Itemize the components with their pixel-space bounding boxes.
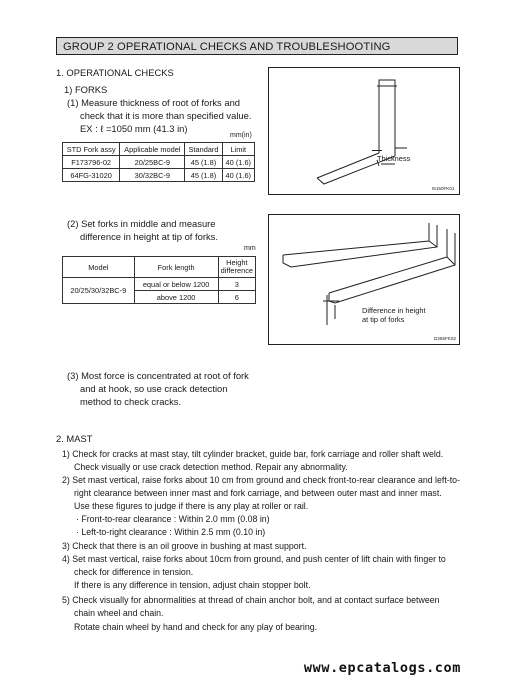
table-header-row — [63, 257, 256, 278]
table-header-cell: Applicable model — [120, 143, 185, 156]
table-cell: 64FG-31020 — [63, 169, 120, 182]
table-cell: 40 (1.6) — [222, 156, 254, 169]
height-difference-label-line2: at tip of forks — [362, 315, 405, 324]
fork-spec-table — [62, 142, 255, 182]
table-cell: equal or below 1200 — [134, 278, 218, 291]
table1-unit: mm(in) — [230, 132, 252, 139]
table-cell: 45 (1.8) — [185, 169, 222, 182]
mast-line: right clearance between inner mast and fork carriage, and between outer mast and inner mast. — [74, 488, 442, 498]
table-cell: above 1200 — [134, 291, 218, 304]
item3-line2: and at hook, so use crack detection — [80, 383, 228, 394]
table-cell: 6 — [218, 291, 255, 304]
mast-line: 5) Check visually for abnormalities at thread of chain anchor bolt, and at contact surface between — [62, 595, 440, 605]
item2-line1: (2) Set forks in middle and measure — [67, 218, 216, 229]
mast-line: · Left-to-right clearance : Within 2.5 mm (0.10 in) — [76, 527, 266, 537]
watermark: www.epcatalogs.com — [303, 660, 461, 676]
table-header-cell: Height difference — [218, 257, 255, 278]
table-header-cell: Standard — [185, 143, 222, 156]
item1-line3: EX : ℓ =1050 mm (41.3 in) — [80, 123, 188, 134]
table-cell: 30/32BC-9 — [120, 169, 185, 182]
thickness-leader — [372, 150, 382, 151]
table-cell: 45 (1.8) — [185, 156, 222, 169]
fork-drawing — [269, 68, 459, 194]
table-cell: 3 — [218, 278, 255, 291]
mast-line: Check visually or use crack detection method. Repair any abnormality. — [74, 462, 348, 472]
item1-line2: check that it is more than specified value. — [80, 110, 252, 121]
thickness-label: Thickness — [377, 154, 411, 163]
table-header-cell: Limit — [222, 143, 254, 156]
section-header: GROUP 2 OPERATIONAL CHECKS AND TROUBLESHOOTING — [56, 37, 458, 55]
mast-line: Use these figures to judge if there is any play at roller or rail. — [74, 501, 309, 511]
table-cell: F173796-02 — [63, 156, 120, 169]
fork-height-figure — [268, 214, 460, 345]
table-header-row — [63, 143, 255, 156]
mast-line: 2) Set mast vertical, raise forks about 10 cm from ground and check front-to-rear clearance and left-to- — [62, 475, 460, 485]
mast-line: check for difference in tension. — [74, 567, 194, 577]
item2-line2: difference in height at tip of forks. — [80, 231, 218, 242]
height-difference-table — [62, 256, 256, 304]
mast-line: If there is any difference in tension, adjust chain stopper bolt. — [74, 580, 311, 590]
mast-line: 3) Check that there is an oil groove in bushing at mast support. — [62, 541, 307, 551]
mast-line: chain wheel and chain. — [74, 608, 164, 618]
forks-drawing — [269, 215, 459, 344]
item1-line1: (1) Measure thickness of root of forks and — [67, 97, 240, 108]
table-cell: 20/25BC-9 — [120, 156, 185, 169]
height-difference-label — [362, 306, 426, 324]
figure2-code: D255FK02 — [434, 336, 456, 341]
table-header-cell: Model — [63, 257, 135, 278]
item3-line3: method to check cracks. — [80, 396, 182, 407]
mast-line: · Front-to-rear clearance : Within 2.0 mm (0.08 in) — [76, 514, 270, 524]
mast-line: Rotate chain wheel by hand and check for any play of bearing. — [74, 622, 318, 632]
table-row — [63, 169, 255, 182]
table2-unit: mm — [244, 245, 256, 252]
fork-thickness-figure — [268, 67, 460, 195]
table-cell: 40 (1.6) — [222, 169, 254, 182]
section-title-mast: 2. MAST — [56, 433, 93, 444]
table-cell: 20/25/30/32BC-9 — [63, 278, 135, 304]
item3-line1: (3) Most force is concentrated at root of fork — [67, 370, 249, 381]
table-header-cell: Fork length — [134, 257, 218, 278]
height-difference-label-line1: Difference in height — [362, 306, 426, 315]
forks-title: 1) FORKS — [64, 84, 108, 95]
table-header-cell: STD Fork assy — [63, 143, 120, 156]
mast-line: 1) Check for cracks at mast stay, tilt cylinder bracket, guide bar, fork carriage and roller shaft weld. — [62, 449, 444, 459]
table-row — [63, 278, 256, 291]
figure1-code: I5150FK01 — [432, 186, 455, 191]
mast-line: 4) Set mast vertical, raise forks about 10cm from ground, and push center of lift chain with finger to — [62, 554, 446, 564]
table-row — [63, 156, 255, 169]
section-title-operational-checks: 1. OPERATIONAL CHECKS — [56, 67, 174, 78]
